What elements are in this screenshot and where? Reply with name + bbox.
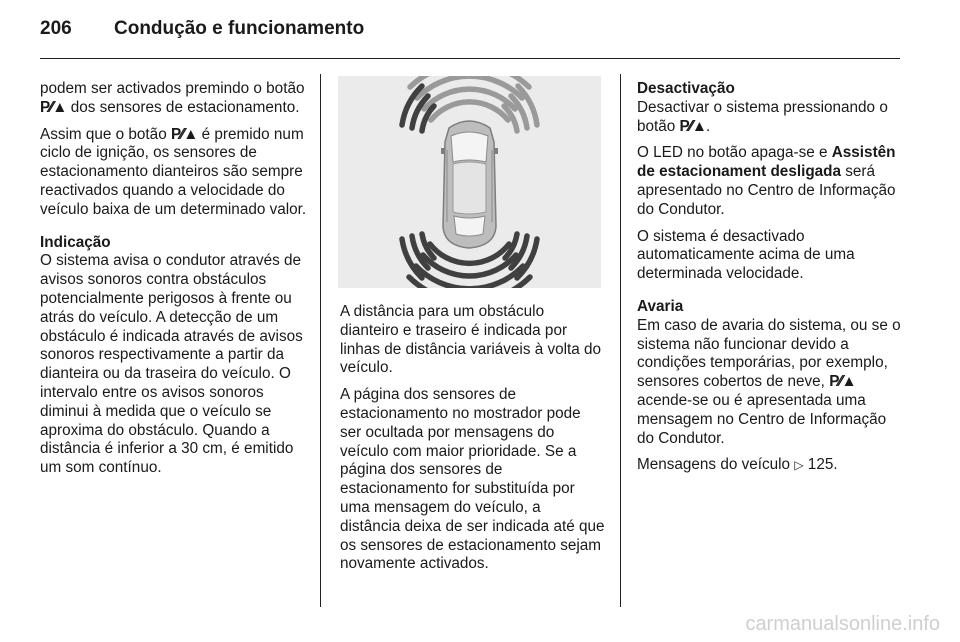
page-number: 206 — [40, 18, 72, 39]
column-divider-right — [620, 74, 621, 607]
left-column — [40, 80, 308, 486]
car-top-view — [441, 121, 498, 248]
right-column — [637, 80, 902, 483]
page-header — [40, 18, 364, 48]
page-reference-link[interactable]: 125. — [803, 456, 838, 474]
park-pilot-button-icon: P⁄⁄▲ — [170, 125, 198, 143]
section-desactivacao: Desactivação Desactivar o sistema pressionando o botão P⁄⁄▲. — [637, 80, 902, 136]
park-pilot-button-icon: P⁄⁄▲ — [679, 117, 706, 135]
paragraph-activation: podem ser activados premindo o botão P⁄⁄▲ dos sensores de estacionamento. — [40, 80, 305, 116]
heading-desactivacao: Desactivação — [637, 80, 735, 97]
paragraph-led: O LED no botão apaga-se e Assistên de estacionament desligada será apresentado no Centro de Informação do Condutor. — [637, 144, 896, 218]
chapter-title: Condução e funcionamento — [114, 18, 365, 39]
paragraph-auto-off: O sistema é desactivado automaticamente acima de uma determinada velocidade. — [637, 227, 855, 283]
column-divider-left — [320, 74, 321, 607]
middle-column — [340, 303, 605, 582]
indicacao-text: O sistema avisa o condutor através de avisos sonoros contra obstáculos potencialmente perigosos à frente ou atrás do veículo. A detecção de um obstáculo é indicada através de avisos sonoros respectivamente a partir da dianteira ou da traseira do veículo. O intervalo entre os avisos sonoros diminui à medida que o veículo se aproxima do obstáculo. Quando a distância é inferior a 30 cm, é emitido um som contínuo. — [40, 252, 303, 477]
paragraph-reactivation: Assim que o botão P⁄⁄▲ é premido num ciclo de ignição, os sensores de estacionamento dianteiros são sempre reactivados quando a velocidade do veículo baixa de um determinado valor. — [40, 125, 307, 218]
paragraph-distance: A distância para um obstáculo dianteiro e traseiro é indicada por linhas de distância variáveis à volta do veículo. — [340, 303, 602, 377]
park-pilot-button-icon: P⁄⁄▲ — [40, 98, 67, 116]
page-reference-arrow-icon: ▷ — [794, 458, 804, 473]
watermark: carmanualsonline.info — [745, 613, 940, 635]
parking-sensor-diagram — [338, 76, 601, 288]
header-rule — [40, 58, 900, 59]
parking-sensor-illustration — [338, 76, 601, 288]
message-assist-off: Assistên de estacionament desligada — [637, 144, 896, 181]
park-pilot-button-icon: P⁄⁄▲ — [829, 373, 856, 391]
heading-indicacao: Indicação — [40, 233, 111, 251]
paragraph-page-hidden: A página dos sensores de estacionamento no mostrador pode ser ocultada por mensagens do veículo com maior prioridade. Se a página dos sensores de estacionamento for substituída por uma mensagem do veículo, a distância deixa de ser indicada até que os sensores de estacionamento sejam novamente activados. — [340, 386, 605, 573]
heading-avaria: Avaria — [637, 297, 684, 315]
paragraph-messages-ref: Mensagens do veículo ▷ 125. — [637, 456, 838, 474]
section-indicacao — [40, 234, 308, 478]
section-avaria: Avaria Em caso de avaria do sistema, ou se o sistema não funcionar devido a condições temporárias, por exemplo, sensores cobertos de neve, P⁄⁄▲ acende-se ou é apresentada uma mensagem no Centro de Informação do Condutor. — [637, 297, 901, 447]
